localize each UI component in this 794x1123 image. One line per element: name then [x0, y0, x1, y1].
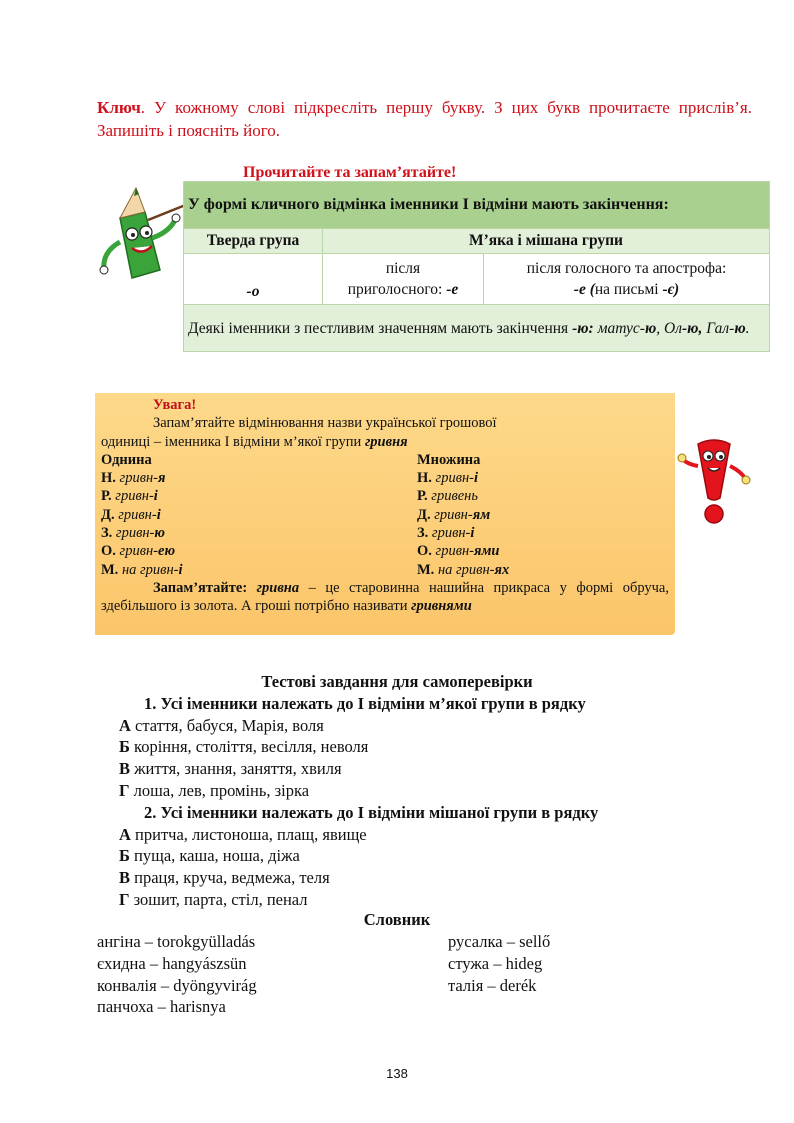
after-vowel-ending-ye: -є) [662, 281, 680, 298]
dictionary-list [97, 931, 697, 1018]
exclamation-mark-icon [674, 436, 754, 526]
hard-ending-cell [184, 254, 323, 305]
after-consonant-line1: після [385, 260, 421, 277]
after-vowel-line2 [488, 279, 765, 300]
after-consonant-line2 [327, 279, 479, 300]
option-letter: А [119, 715, 131, 735]
remember-label: Запам’ятайте: [153, 579, 257, 596]
option-letter: В [119, 868, 131, 888]
case-stem: гривн- [431, 470, 475, 487]
case-singular [101, 524, 165, 542]
attention-intro-1: Запам’ятайте відмінювання назви української грошової [153, 415, 497, 432]
answer-option [0, 845, 794, 867]
case-stem: гривень [427, 488, 478, 505]
case-ending-text: і [470, 525, 475, 542]
answer-option [0, 867, 794, 889]
option-letter: Б [119, 737, 130, 757]
example-1b: ю [644, 319, 657, 337]
option-text: зошит, парта, стіл, пенал [129, 889, 308, 909]
case-stem: на гривн- [434, 561, 495, 578]
option-letter: Б [119, 846, 130, 866]
remember-word: гривна [256, 579, 300, 596]
option-text: притча, листоноша, плащ, явище [130, 824, 367, 844]
after-vowel-ending-e: -е ( [573, 281, 595, 298]
case-stem: гривн- [430, 506, 473, 523]
case-label: М. [101, 561, 119, 578]
case-label: Д. [417, 506, 431, 523]
example-dot: . [745, 319, 750, 337]
dictionary-row [97, 931, 697, 953]
case-label: Р. [417, 488, 428, 505]
case-singular [101, 469, 166, 487]
case-stem: гривн- [115, 543, 159, 560]
case-plural [417, 469, 478, 487]
remember-title: Прочитайте та запам’ятайте! [243, 164, 457, 181]
case-singular [101, 561, 183, 579]
option-letter: В [119, 759, 131, 779]
case-stem: гривн- [428, 525, 471, 542]
plural-label: Множина [417, 451, 481, 468]
example-3a: Гал- [702, 319, 735, 337]
case-ending-text: ям [472, 506, 491, 523]
case-plural [417, 524, 474, 542]
option-text: праця, круча, ведмежа, теля [130, 868, 330, 888]
answer-option [0, 736, 794, 758]
case-stem: гривн- [112, 525, 155, 542]
answer-option [0, 715, 794, 737]
remember-end: гривнями [411, 598, 472, 615]
question-1: 1. Усі іменники належать до I відміни м’якої групи в рядку [144, 693, 586, 713]
case-stem: гривн- [114, 506, 157, 523]
case-ending-text: і [156, 506, 161, 523]
dictionary-title: Словник [363, 910, 431, 929]
case-ending [474, 470, 478, 486]
case-label: Н. [417, 470, 432, 487]
option-text: пуща, каша, ноша, діжа [129, 846, 300, 866]
attention-title: Увага! [153, 397, 197, 413]
case-label: З. [101, 525, 113, 542]
after-consonant-cell [323, 254, 484, 305]
case-ending [154, 525, 165, 541]
case-plural [417, 487, 478, 505]
case-row [101, 561, 669, 579]
case-ending-text: і [153, 488, 158, 505]
dictionary-entry: панчоха – harisnya [97, 997, 226, 1017]
answer-option [0, 889, 794, 911]
hard-ending: -о [246, 283, 260, 300]
attention-word: гривня [364, 433, 408, 450]
case-ending [158, 543, 175, 559]
example-3b: ю [734, 319, 746, 337]
dictionary-title-wrap [0, 909, 794, 931]
case-ending-text: і [178, 561, 183, 578]
dictionary-entry: конвалія – dyöngyvirág [97, 975, 257, 995]
case-plural [417, 506, 490, 524]
case-ending-text: я [158, 470, 166, 487]
question-2-options [0, 824, 794, 911]
number-headers [101, 451, 669, 469]
case-label: Р. [101, 488, 112, 505]
attention-box [95, 393, 675, 635]
col-soft-mixed-group: М’яка і мішана групи [323, 229, 770, 254]
question-1-options [0, 715, 794, 802]
tests-title: Тестові завдання для самоперевірки [261, 672, 533, 691]
dictionary-entry: русалка – sellő [448, 932, 551, 951]
note-text: Деякі іменники з пестливим значенням мають закінчення [188, 319, 573, 337]
singular-label: Однина [101, 451, 152, 468]
after-consonant-text: приголосного: [347, 281, 447, 298]
case-list [101, 469, 669, 579]
case-ending [158, 470, 165, 486]
key-label: Ключ [97, 98, 141, 117]
answer-option [0, 824, 794, 846]
case-plural [417, 542, 499, 560]
pencil-teacher-icon [90, 182, 190, 282]
dictionary-row [97, 996, 697, 1018]
table-header: У формі кличного відмінка іменники I відміни мають закінчення: [184, 182, 770, 229]
case-ending-text: ях [494, 561, 510, 578]
table-note [184, 305, 770, 352]
case-label: З. [417, 525, 429, 542]
case-row [101, 487, 669, 505]
after-vowel-cell [484, 254, 770, 305]
dictionary-row [97, 975, 697, 997]
attention-intro-2 [101, 433, 669, 451]
case-stem: гривн- [115, 470, 159, 487]
case-plural [417, 561, 509, 579]
option-letter: А [119, 824, 131, 844]
option-letter: Г [119, 889, 130, 909]
case-ending [470, 525, 474, 541]
case-row [101, 542, 669, 560]
answer-option [0, 780, 794, 802]
case-label: Н. [101, 470, 116, 487]
case-ending [157, 507, 161, 523]
attention-remember [101, 579, 669, 616]
after-vowel-mid: на письмі [594, 281, 663, 298]
case-ending [474, 543, 499, 559]
case-stem: гривн- [431, 543, 475, 560]
example-2a: , Ол [656, 319, 682, 337]
after-consonant-ending: -е [446, 281, 459, 298]
page-number: 138 [386, 1066, 408, 1081]
case-stem: гривн- [111, 488, 154, 505]
dictionary-row [97, 953, 697, 975]
note-ending: -ю: [572, 319, 594, 337]
case-singular [101, 542, 175, 560]
case-singular [101, 506, 161, 524]
case-stem: на гривн- [118, 561, 179, 578]
key-paragraph [97, 96, 752, 142]
dictionary-entry: ангіна – torokgyülladás [97, 932, 256, 951]
case-ending-text: і [474, 470, 479, 487]
case-row [101, 506, 669, 524]
question-2: 2. Усі іменники належать до I відміни мішаної групи в рядку [144, 802, 599, 822]
case-singular [101, 487, 158, 505]
option-text: лоша, лев, промінь, зірка [129, 780, 310, 800]
after-vowel-line1: після голосного та апострофа: [526, 260, 727, 277]
case-label: М. [417, 561, 435, 578]
dictionary-entry: талія – derék [448, 975, 537, 995]
case-label: О. [101, 543, 116, 560]
key-text: . У кожному слові підкресліть першу букву. З цих букв прочитаєте прислів’я. Запишіть і поясніть його. [97, 98, 752, 140]
case-ending [473, 507, 490, 523]
vocative-table [183, 181, 770, 352]
case-ending [154, 488, 158, 504]
case-row [101, 469, 669, 487]
option-text: життя, знання, заняття, хвиля [130, 759, 342, 779]
answer-option [0, 758, 794, 780]
remember-text: – це старовинна нашийна прикраса у формі обруча, здебільшого із золота. А гроші потрібно називати [101, 579, 669, 615]
col-hard-group: Тверда група [184, 229, 323, 254]
case-row [101, 524, 669, 542]
case-label: Д. [101, 506, 115, 523]
dictionary-entry: стужа – hideg [448, 953, 543, 973]
intro2-text: одиниці – іменника I відміни м’якої групи [101, 433, 365, 450]
case-ending [494, 562, 509, 578]
case-ending-text: ю [154, 525, 165, 542]
example-1a: матус- [597, 319, 645, 337]
option-text: стаття, бабуся, Марія, воля [130, 715, 324, 735]
case-ending-text: ею [158, 543, 176, 560]
option-letter: Г [119, 780, 130, 800]
case-ending [178, 562, 182, 578]
option-text: коріння, століття, весілля, неволя [129, 737, 369, 757]
case-label: О. [417, 543, 432, 560]
tests-section [0, 671, 794, 911]
example-2b: -ю, [681, 319, 703, 337]
dictionary-entry: єхидна – hangyászsün [97, 953, 247, 973]
case-ending-text: ями [474, 543, 500, 560]
